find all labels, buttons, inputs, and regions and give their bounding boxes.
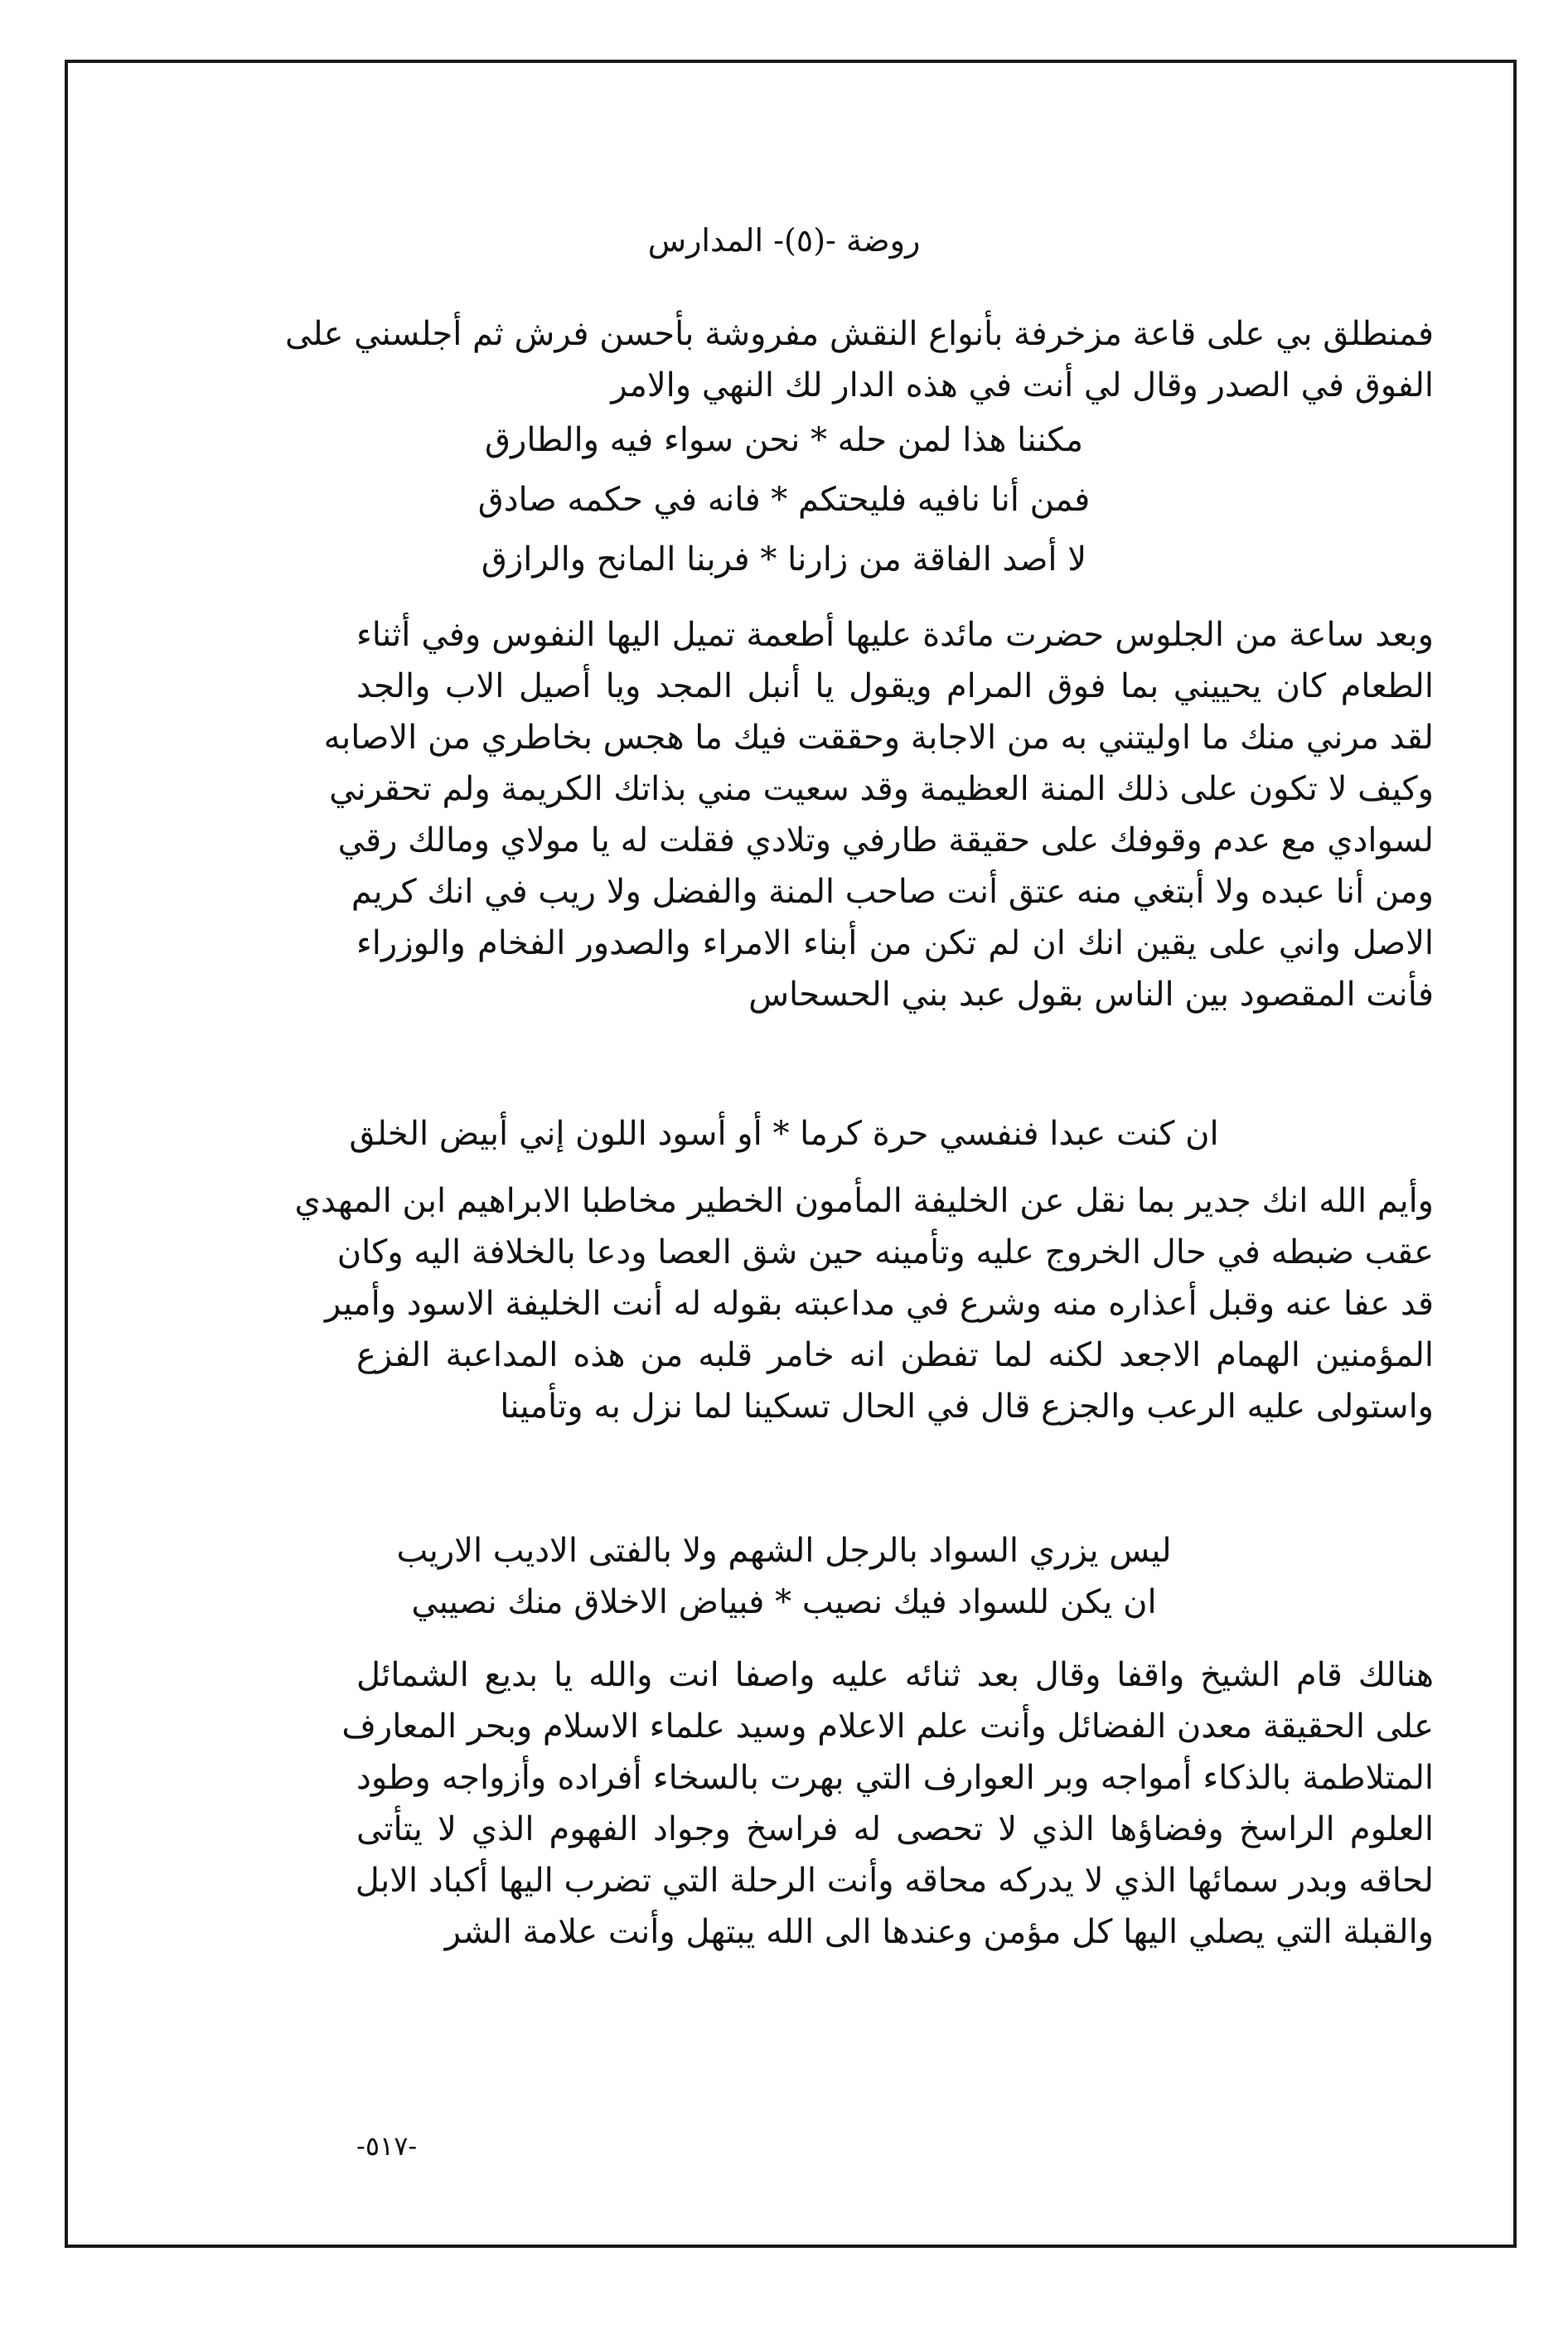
text-line: هنالك قام الشيخ واقفا وقال بعد ثنائه عليه واصفا انت والله يا بديع الشمائل: [356, 1656, 1434, 1694]
verse-line: فمن أنا نافيه فليحتكم * فانه في حكمه صادق: [477, 481, 1091, 519]
text-line: العلوم الراسخ وفضاؤها الذي لا تحصى له فراسخ وجواد الفهوم الذي لا يتأتى: [356, 1810, 1434, 1848]
verse-line: مكننا هذا لمن حله * نحن سواء فيه والطارق: [484, 421, 1084, 459]
text-line: لقد مرني منك ما اوليتني به من الاجابة وحققت فيك ما هجس بخاطري من الاصابه: [323, 719, 1434, 757]
paragraph-4: [341, 1649, 1434, 1958]
paragraph-1: [285, 308, 1434, 411]
text-line: لحاقه وبدر سمائها الذي لا يدركه محاقه وأنت الرحلة التي تضرب اليها أكباد الابل: [355, 1862, 1434, 1900]
verse-line: ليس يزري السواد بالرجل الشهم ولا بالفتى الاديب الاريب: [396, 1532, 1172, 1570]
text-line: وبعد ساعة من الجلوس حضرت مائدة عليها أطعمة تميل اليها النفوس وفي أثناء: [356, 616, 1434, 654]
page-number: -٥١٧-: [356, 2130, 418, 2162]
text-line: والقبلة التي يصلي اليها كل مؤمن وعندها الى الله يبتهل وأنت علامة الشر: [444, 1913, 1434, 1951]
paragraph-3: [294, 1175, 1434, 1432]
running-header: روضة -(٥)- المدارس: [647, 222, 921, 259]
paragraph-2: [323, 609, 1434, 1020]
text-line: الفوق في الصدر وقال لي أنت في هذه الدار لك النهي والامر: [611, 366, 1434, 404]
text-line: الاصل واني على يقين انك ان لم تكن من أبناء الامراء والصدور الفخام والوزراء: [356, 924, 1434, 962]
text-line: لسوادي مع عدم وقوفك على حقيقة طارفي وتلادي فقلت له يا مولاي ومالك رقي: [337, 821, 1434, 860]
text-line: قد عفا عنه وقبل أعذاره منه وشرع في مداعبته بقوله له أنت الخليفة الاسود وأمير: [325, 1285, 1434, 1323]
text-line: وكيف لا تكون على ذلك المنة العظيمة وقد سعيت مني بذاتك الكريمة ولم تحقرني: [329, 770, 1434, 808]
text-line: المؤمنين الهمام الاجعد لكنه لما تفطن انه خامر قلبه من هذه المداعبة الفزع: [356, 1336, 1434, 1374]
text-line: عقب ضبطه في حال الخروج عليه وتأمينه حين شق العصا ودعا بالخلافة اليه وكان: [336, 1233, 1434, 1271]
text-line: المتلاطمة بالذكاء أمواجه وبر العوارف التي بهرت بالسخاء أفراده وأزواجه وطود: [356, 1759, 1434, 1797]
text-line: الطعام كان يحييني بما فوق المرام ويقول يا أنبل المجد ويا أصيل الاب والجد: [356, 667, 1434, 705]
text-line: فمنطلق بي على قاعة مزخرفة بأنواع النقش مفروشة بأحسن فرش ثم أجلسني على: [285, 315, 1434, 353]
text-line: على الحقيقة معدن الفضائل وأنت علم الاعلام وسيد علماء الاسلام وبحر المعارف: [341, 1707, 1434, 1746]
verse-line: لا أصد الفاقة من زارنا * فربنا المانح والرازق: [481, 540, 1087, 579]
text-line: فأنت المقصود بين الناس بقول عبد بني الحسحاس: [748, 976, 1434, 1014]
text-line: وأيم الله انك جدير بما نقل عن الخليفة المأمون الخطير مخاطبا الابراهيم ابن المهدي: [294, 1182, 1434, 1220]
text-line: واستولى عليه الرعب والجزع قال في الحال تسكينا لما نزل به وتأمينا: [500, 1388, 1434, 1426]
text-line: ومن أنا عبده ولا أبتغي منه عتق أنت صاحب المنة والفضل ولا ريب في انك كريم: [351, 873, 1434, 911]
verse-line: ان يكن للسواد فيك نصيب * فبياض الاخلاق منك نصيبي: [411, 1583, 1157, 1621]
verse-line: ان كنت عبدا فنفسي حرة كرما * أو أسود اللون إني أبيض الخلق: [349, 1115, 1219, 1153]
